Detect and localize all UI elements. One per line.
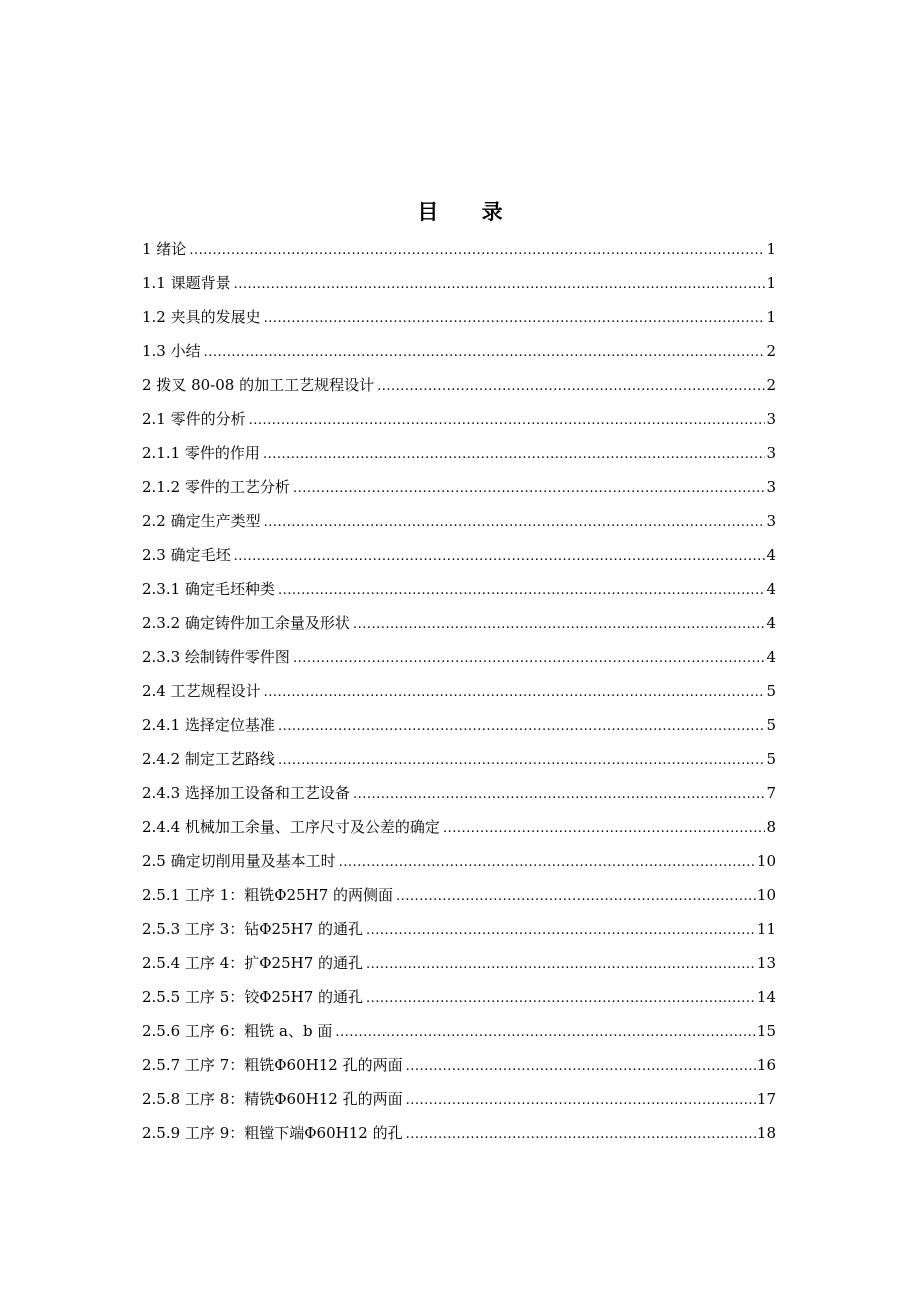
- toc-dot-leader: [443, 812, 766, 846]
- toc-entry-page-number: 17: [756, 1090, 776, 1108]
- toc-dot-leader: [278, 574, 766, 608]
- toc-dot-leader: [406, 1084, 756, 1118]
- toc-dot-leader: [377, 370, 765, 404]
- toc-dot-leader: [406, 1050, 756, 1084]
- toc-entry[interactable]: [142, 776, 776, 810]
- toc-entry-page-number: 18: [756, 1124, 776, 1142]
- toc-entry-label: 2.1.2 零件的工艺分析: [142, 478, 290, 496]
- toc-entry[interactable]: [142, 334, 776, 368]
- toc-entry-label: 2.3 确定毛坯: [142, 546, 231, 564]
- toc-dot-leader: [335, 1016, 756, 1050]
- toc-entry-page-number: 4: [766, 614, 776, 632]
- toc-entry-label: 1.3 小结: [142, 342, 201, 360]
- toc-entry-label: 2.5.8 工序 8：精铣Φ60H12 孔的两面: [142, 1090, 403, 1108]
- toc-entry-label: 2.5.5 工序 5：铰Φ25H7 的通孔: [142, 988, 364, 1006]
- toc-entry-label: 2.4.1 选择定位基准: [142, 716, 275, 734]
- toc-dot-leader: [278, 744, 766, 778]
- toc-entry[interactable]: [142, 606, 776, 640]
- toc-entry[interactable]: [142, 844, 776, 878]
- toc-entry[interactable]: [142, 1048, 776, 1082]
- toc-entry[interactable]: [142, 742, 776, 776]
- toc-entry-label: 1.1 课题背景: [142, 274, 231, 292]
- toc-entry-page-number: 1: [766, 274, 776, 292]
- toc-dot-leader: [263, 438, 766, 472]
- toc-entry[interactable]: [142, 470, 776, 504]
- toc-dot-leader: [293, 642, 766, 676]
- toc-list: [142, 232, 776, 1150]
- toc-entry-page-number: 3: [766, 512, 776, 530]
- toc-entry-label: 2.4.2 制定工艺路线: [142, 750, 275, 768]
- toc-entry-page-number: 2: [766, 342, 776, 360]
- toc-entry-label: 2.3.1 确定毛坯种类: [142, 580, 275, 598]
- toc-entry-page-number: 7: [766, 784, 776, 802]
- toc-entry-page-number: 10: [756, 886, 776, 904]
- toc-entry-page-number: 11: [756, 920, 776, 938]
- toc-dot-leader: [264, 506, 766, 540]
- toc-entry[interactable]: [142, 572, 776, 606]
- toc-entry[interactable]: [142, 1116, 776, 1150]
- toc-entry-label: 2.2 确定生产类型: [142, 512, 261, 530]
- toc-title: 目 录: [417, 199, 521, 224]
- toc-entry-label: 2.4.4 机械加工余量、工序尺寸及公差的确定: [142, 818, 440, 836]
- toc-dot-leader: [396, 880, 756, 914]
- toc-entry-label: 2.5.1 工序 1：粗铣Φ25H7 的两侧面: [142, 886, 394, 904]
- toc-entry[interactable]: [142, 300, 776, 334]
- toc-entry[interactable]: [142, 436, 776, 470]
- toc-entry-label: 1.2 夹具的发展史: [142, 308, 261, 326]
- toc-entry-page-number: 4: [766, 648, 776, 666]
- toc-entry-label: 2.5.9 工序 9：粗镗下端Φ60H12 的孔: [142, 1124, 403, 1142]
- toc-dot-leader: [366, 948, 756, 982]
- toc-dot-leader: [366, 914, 756, 948]
- toc-entry[interactable]: [142, 1082, 776, 1116]
- toc-entry-label: 2.5.6 工序 6：粗铣 a、b 面: [142, 1022, 333, 1040]
- toc-entry-page-number: 4: [766, 580, 776, 598]
- toc-dot-leader: [189, 234, 765, 268]
- toc-dot-leader: [293, 472, 766, 506]
- toc-dot-leader: [264, 676, 766, 710]
- toc-entry[interactable]: [142, 810, 776, 844]
- toc-entry-label: 2.4 工艺规程设计: [142, 682, 261, 700]
- toc-entry-page-number: 8: [766, 818, 776, 836]
- toc-entry-page-number: 5: [766, 750, 776, 768]
- toc-entry[interactable]: [142, 878, 776, 912]
- toc-entry[interactable]: [142, 708, 776, 742]
- toc-entry[interactable]: [142, 640, 776, 674]
- toc-entry-page-number: 2: [766, 376, 776, 394]
- toc-entry[interactable]: [142, 402, 776, 436]
- toc-entry-label: 2.3.2 确定铸件加工余量及形状: [142, 614, 350, 632]
- toc-dot-leader: [353, 608, 766, 642]
- toc-entry[interactable]: [142, 1014, 776, 1048]
- toc-dot-leader: [234, 268, 766, 302]
- toc-dot-leader: [278, 710, 766, 744]
- toc-entry-page-number: 5: [766, 716, 776, 734]
- toc-entry-page-number: 16: [756, 1056, 776, 1074]
- toc-dot-leader: [204, 336, 766, 370]
- toc-entry[interactable]: [142, 674, 776, 708]
- toc-dot-leader: [366, 982, 756, 1016]
- toc-entry[interactable]: [142, 232, 776, 266]
- toc-entry-page-number: 14: [756, 988, 776, 1006]
- toc-entry-label: 1 绪论: [142, 240, 187, 258]
- toc-entry-page-number: 5: [766, 682, 776, 700]
- toc-entry-label: 2.5.3 工序 3：钻Φ25H7 的通孔: [142, 920, 364, 938]
- toc-entry-label: 2 拨叉 80-08 的加工工艺规程设计: [142, 376, 375, 394]
- toc-entry-label: 2.4.3 选择加工设备和工艺设备: [142, 784, 350, 802]
- toc-entry-label: 2.5.7 工序 7：粗铣Φ60H12 孔的两面: [142, 1056, 403, 1074]
- toc-entry-page-number: 3: [766, 410, 776, 428]
- toc-entry[interactable]: [142, 266, 776, 300]
- toc-entry-page-number: 15: [756, 1022, 776, 1040]
- toc-dot-leader: [339, 846, 756, 880]
- toc-entry-page-number: 1: [766, 240, 776, 258]
- toc-entry-page-number: 3: [766, 444, 776, 462]
- toc-entry[interactable]: [142, 912, 776, 946]
- toc-entry[interactable]: [142, 980, 776, 1014]
- toc-entry-label: 2.5.4 工序 4：扩Φ25H7 的通孔: [142, 954, 364, 972]
- toc-entry-label: 2.1 零件的分析: [142, 410, 246, 428]
- toc-entry-page-number: 3: [766, 478, 776, 496]
- toc-dot-leader: [249, 404, 766, 438]
- toc-dot-leader: [264, 302, 766, 336]
- toc-entry[interactable]: [142, 368, 776, 402]
- toc-entry-label: 2.3.3 绘制铸件零件图: [142, 648, 290, 666]
- toc-entry[interactable]: [142, 504, 776, 538]
- toc-entry-page-number: 1: [766, 308, 776, 326]
- toc-dot-leader: [234, 540, 766, 574]
- toc-dot-leader: [353, 778, 766, 812]
- toc-entry-page-number: 4: [766, 546, 776, 564]
- toc-entry-label: 2.5 确定切削用量及基本工时: [142, 852, 336, 870]
- toc-entry-page-number: 13: [756, 954, 776, 972]
- toc-entry-label: 2.1.1 零件的作用: [142, 444, 260, 462]
- toc-entry-page-number: 10: [756, 852, 776, 870]
- toc-dot-leader: [406, 1118, 756, 1152]
- toc-entry[interactable]: [142, 538, 776, 572]
- toc-entry[interactable]: [142, 946, 776, 980]
